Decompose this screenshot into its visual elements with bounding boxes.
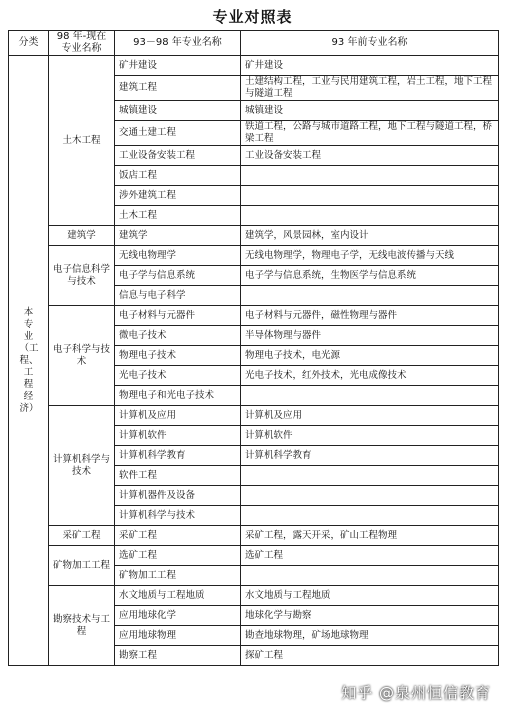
mid-major-cell: 应用地球物理 — [115, 626, 241, 646]
old-major-cell — [241, 466, 499, 486]
old-major-cell — [241, 186, 499, 206]
mid-major-cell: 计算机科学与技术 — [115, 506, 241, 526]
old-major-cell — [241, 166, 499, 186]
old-major-cell: 电子材料与元器件，磁性物理与器件 — [241, 306, 499, 326]
mid-major-cell: 计算机软件 — [115, 426, 241, 446]
table-row — [9, 246, 499, 266]
old-major-cell: 土建结构工程，工业与民用建筑工程，岩土工程，地下工程与隧道工程 — [241, 76, 499, 101]
current-major-cell: 电子科学与技术 — [49, 306, 115, 406]
current-major-cell: 电子信息科学与技术 — [49, 246, 115, 306]
mid-major-cell: 物理电子和光电子技术 — [115, 386, 241, 406]
old-major-cell: 无线电物理学，物理电子学，无线电波传播与天线 — [241, 246, 499, 266]
mid-major-cell: 无线电物理学 — [115, 246, 241, 266]
mid-major-cell: 计算机科学教育 — [115, 446, 241, 466]
old-major-cell: 城镇建设 — [241, 101, 499, 121]
mid-major-cell: 采矿工程 — [115, 526, 241, 546]
old-major-cell: 计算机科学教育 — [241, 446, 499, 466]
old-major-cell: 电子学与信息系统，生物医学与信息系统 — [241, 266, 499, 286]
header-category: 分类 — [9, 31, 49, 56]
table-row — [9, 526, 499, 546]
old-major-cell — [241, 566, 499, 586]
old-major-cell — [241, 486, 499, 506]
mid-major-cell: 饭店工程 — [115, 166, 241, 186]
old-major-cell: 采矿工程，露天开采，矿山工程物理 — [241, 526, 499, 546]
mid-major-cell: 水文地质与工程地质 — [115, 586, 241, 606]
header-mid-name: 93－98 年专业名称 — [115, 31, 241, 56]
current-major-cell: 采矿工程 — [49, 526, 115, 546]
category-label: 本专业（工程、工程经济） — [19, 306, 39, 414]
old-major-cell: 勘查地球物理，矿场地球物理 — [241, 626, 499, 646]
mid-major-cell: 光电子技术 — [115, 366, 241, 386]
old-major-cell: 铁道工程，公路与城市道路工程，地下工程与隧道工程，桥梁工程 — [241, 121, 499, 146]
old-major-cell: 建筑学，风景园林，室内设计 — [241, 226, 499, 246]
mid-major-cell: 选矿工程 — [115, 546, 241, 566]
mid-major-cell: 矿井建设 — [115, 56, 241, 76]
mid-major-cell: 应用地球化学 — [115, 606, 241, 626]
table-row — [9, 56, 499, 76]
old-major-cell — [241, 506, 499, 526]
mid-major-cell: 电子材料与元器件 — [115, 306, 241, 326]
mid-major-cell: 微电子技术 — [115, 326, 241, 346]
mid-major-cell: 电子学与信息系统 — [115, 266, 241, 286]
mid-major-cell: 土木工程 — [115, 206, 241, 226]
mid-major-cell: 物理电子技术 — [115, 346, 241, 366]
table-header-row — [9, 31, 499, 56]
mid-major-cell: 软件工程 — [115, 466, 241, 486]
old-major-cell: 矿井建设 — [241, 56, 499, 76]
mid-major-cell: 涉外建筑工程 — [115, 186, 241, 206]
old-major-cell: 计算机及应用 — [241, 406, 499, 426]
current-major-cell: 勘察技术与工程 — [49, 586, 115, 666]
table-body — [9, 56, 499, 666]
old-major-cell — [241, 386, 499, 406]
mid-major-cell: 交通土建工程 — [115, 121, 241, 146]
old-major-cell: 选矿工程 — [241, 546, 499, 566]
old-major-cell: 光电子技术，红外技术，光电成像技术 — [241, 366, 499, 386]
table-row — [9, 226, 499, 246]
table-row — [9, 546, 499, 566]
current-major-cell: 建筑学 — [49, 226, 115, 246]
mid-major-cell: 计算机及应用 — [115, 406, 241, 426]
old-major-cell: 水文地质与工程地质 — [241, 586, 499, 606]
mid-major-cell: 信息与电子科学 — [115, 286, 241, 306]
old-major-cell: 工业设备安装工程 — [241, 146, 499, 166]
mid-major-cell: 计算机器件及设备 — [115, 486, 241, 506]
mid-major-cell: 建筑学 — [115, 226, 241, 246]
watermark: 知乎 @泉州恒信教育 — [341, 684, 491, 702]
old-major-cell — [241, 206, 499, 226]
major-comparison-table — [8, 30, 499, 666]
old-major-cell: 半导体物理与器件 — [241, 326, 499, 346]
mid-major-cell: 工业设备安装工程 — [115, 146, 241, 166]
old-major-cell: 地球化学与勘察 — [241, 606, 499, 626]
old-major-cell: 计算机软件 — [241, 426, 499, 446]
current-major-cell: 土木工程 — [49, 56, 115, 226]
mid-major-cell: 矿物加工工程 — [115, 566, 241, 586]
header-current-name: 98 年-现在专业名称 — [49, 31, 115, 56]
old-major-cell: 物理电子技术，电光源 — [241, 346, 499, 366]
page-title: 专业对照表 — [212, 8, 293, 26]
mid-major-cell: 勘察工程 — [115, 646, 241, 666]
category-cell — [9, 56, 49, 666]
table-row — [9, 406, 499, 426]
old-major-cell: 探矿工程 — [241, 646, 499, 666]
header-old-name: 93 年前专业名称 — [241, 31, 499, 56]
mid-major-cell: 建筑工程 — [115, 76, 241, 101]
old-major-cell — [241, 286, 499, 306]
current-major-cell: 矿物加工工程 — [49, 546, 115, 586]
mid-major-cell: 城镇建设 — [115, 101, 241, 121]
table-row — [9, 586, 499, 606]
table-row — [9, 306, 499, 326]
current-major-cell: 计算机科学与技术 — [49, 406, 115, 526]
